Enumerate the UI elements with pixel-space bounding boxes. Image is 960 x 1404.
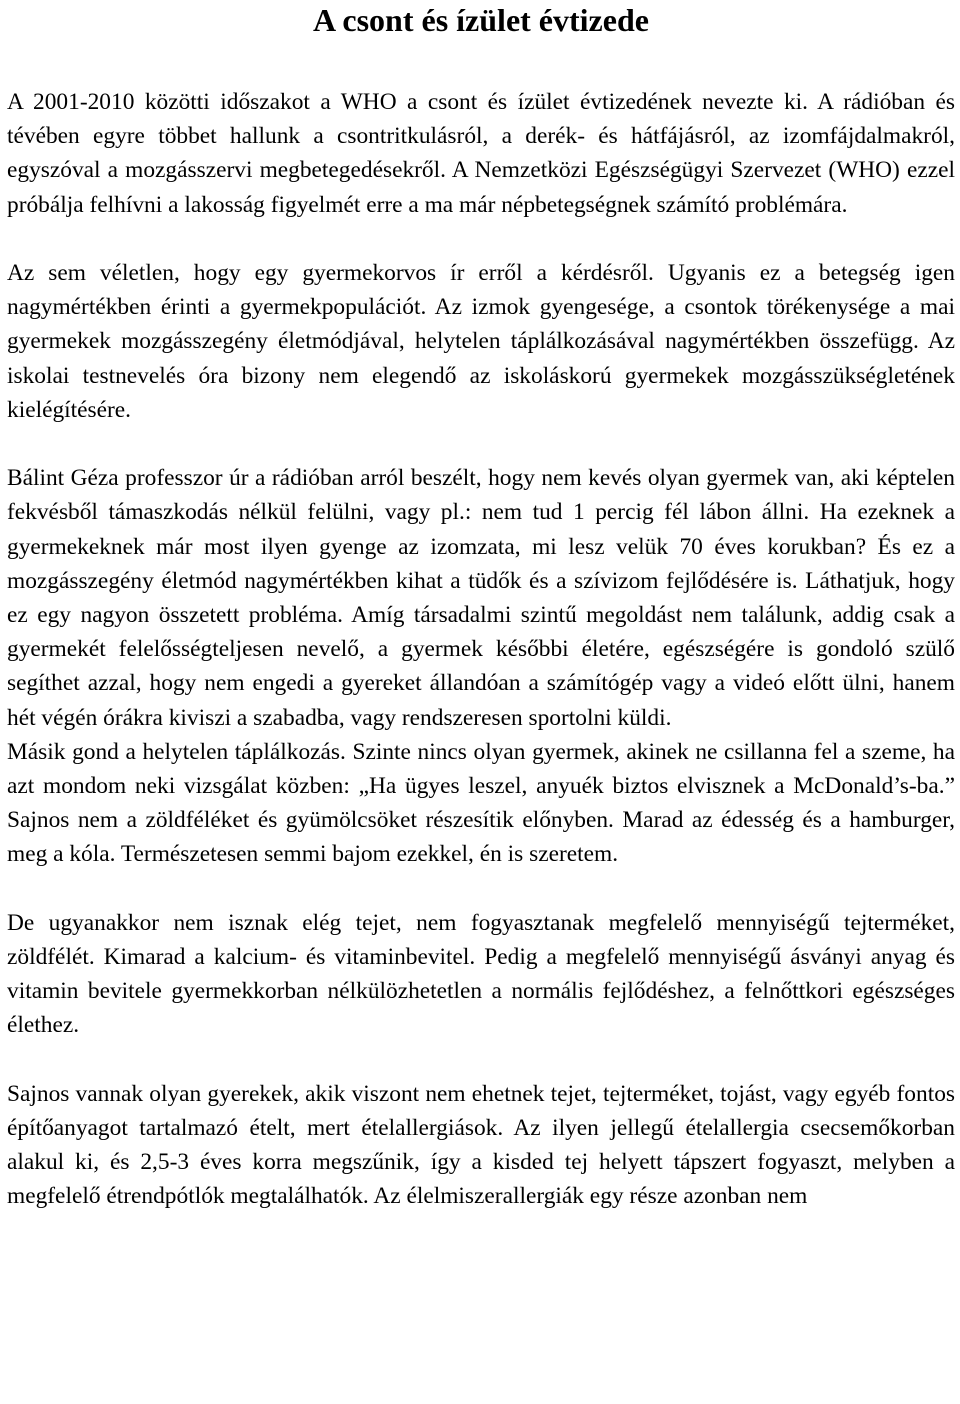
paragraph-pediatrician: Az sem véletlen, hogy egy gyermekorvos ír erről a kérdésről. Ugyanis ez a betegség igen nagymértékben érinti a gyermekpopulációt. Az izmok gyengesége, a csontok törékenysége a mai gyermekek mozgásszegény életmódjával, helytelen táplálkozásával nagymértékben összefügg. Az iskolai testnevelés óra bizony nem elegendő az iskoláskorú gyermekek mozgásszükségletének kielégítésére. — [7, 260, 955, 423]
paragraph-allergy: Sajnos vannak olyan gyerekek, akik viszont nem ehetnek tejet, tejterméket, tojást, vagy egyéb fontos építőanyagot tartalmazó ételt, mert ételallergiások. Az ilyen jellegű ételallergia csecsemőkorban alakul ki, és 2,5-3 éves korra megszűnik, így a kisded tej helyett tápszert fogyaszt, melyben a megfelelő étrendpótlók megtalálhatók. Az élelmiszerallergiák egy része azonban nem — [7, 1080, 955, 1210]
paragraph-who-decade: A 2001-2010 közötti időszakot a WHO a csont és ízület évtizedének nevezte ki. A rádióban és tévében egyre többet hallunk a csontritkulásról, a derék- és hátfájásról, az izomfájdalmakról, egyszóval a mozgásszervi megbetegedésekről. A Nemzetközi Egészségügyi Szervezet (WHO) ezzel próbálja felhívni a lakosság figyelmét erre a ma már népbetegségnek számító problémára. — [7, 89, 955, 218]
paragraph-milk-calcium: De ugyanakkor nem isznak elég tejet, nem fogyasztanak megfelelő mennyiségű tejterméket, zöldfélét. Kimarad a kalcium- és vitaminbevitel. Pedig a megfelelő mennyiségű ásványi anyag és vitamin bevitele gyermekkorban nélkülözhetetlen a normális fejlődéshez, a felnőttkori egészséges élethez. — [7, 909, 955, 1039]
document-page — [7, 0, 955, 1214]
paragraph-nutrition: Másik gond a helytelen táplálkozás. Szinte nincs olyan gyermek, akinek ne csillanna fel a szeme, ha azt mondom neki vizsgálat közben: „Ha ügyes leszel, anyuék biztos elvisznek a McDonald’s-ba.” Sajnos nem a zöldféléket és gyümölcsöket részesítik előnyben. Marad az édesség és a hamburger, meg a kóla. Természetesen semmi bajom ezekkel, én is szeretem. — [7, 738, 955, 868]
page-title: A csont és ízület évtizede — [313, 2, 649, 38]
paragraph-balint-geza: Bálint Géza professzor úr a rádióban arról beszélt, hogy nem kevés olyan gyermek van, aki képtelen fekvésből támaszkodás nélkül felülni, vagy pl.: nem tud 1 percig fél lábon állni. Ha ezeknek a gyermekeknek már most ilyen gyenge az izomzata, mi lesz velük 70 éves korukban? És ez a mozgásszegény életmód nagymértékben kihat a tüdők és a szívizom fejlődésére is. Láthatjuk, hogy ez egy nagyon összetett probléma. Amíg társadalmi szintű megoldást nem találunk, addig csak a gyermekét felelősségteljesen nevelő, a gyermek későbbi életére, egészségére is gondoló szülő segíthet azzal, hogy nem engedi a gyereket állandóan a számítógép vagy a videó előtt ülni, hanem hét végén órákra kiviszi a szabadba, vagy rendszeresen sportolni küldi. — [7, 465, 955, 731]
